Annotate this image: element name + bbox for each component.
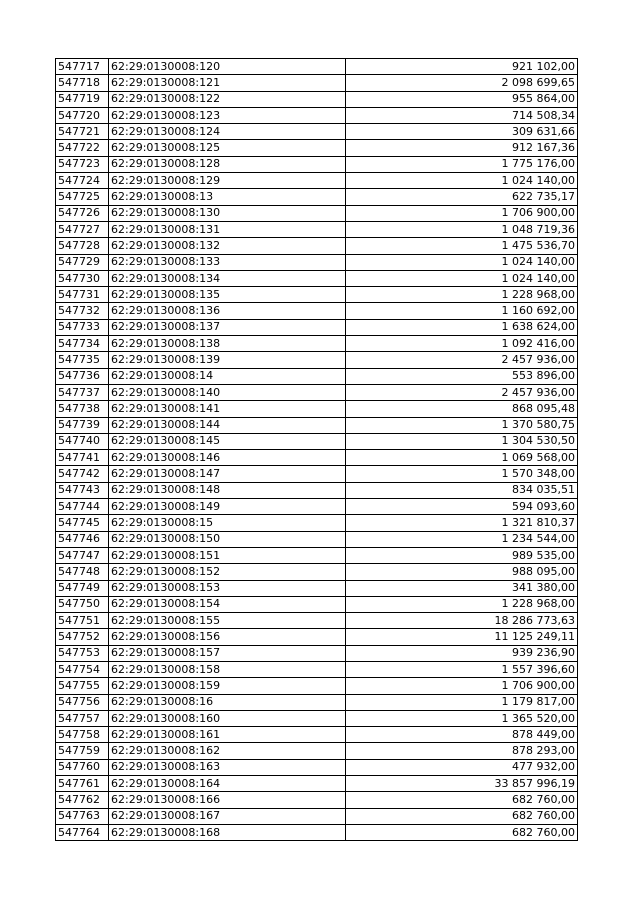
cadastral-value-cell: 1 365 520,00 [346, 710, 578, 726]
table-row [56, 287, 578, 303]
table-row [56, 678, 578, 694]
row-number-cell: 547745 [56, 515, 109, 531]
cadastral-number-cell: 62:29:0130008:120 [109, 59, 346, 75]
row-number-cell: 547748 [56, 564, 109, 580]
table-row [56, 499, 578, 515]
row-number-cell: 547737 [56, 384, 109, 400]
cadastral-number-cell: 62:29:0130008:148 [109, 482, 346, 498]
row-number-cell: 547757 [56, 710, 109, 726]
cadastral-value-cell: 1 557 396,60 [346, 661, 578, 677]
cadastral-number-cell: 62:29:0130008:166 [109, 792, 346, 808]
cadastral-value-cell: 1 475 536,70 [346, 238, 578, 254]
cadastral-number-cell: 62:29:0130008:164 [109, 776, 346, 792]
table-row [56, 205, 578, 221]
row-number-cell: 547742 [56, 466, 109, 482]
cadastral-value-cell: 878 449,00 [346, 727, 578, 743]
row-number-cell: 547717 [56, 59, 109, 75]
table-row [56, 645, 578, 661]
row-number-cell: 547722 [56, 140, 109, 156]
row-number-cell: 547749 [56, 580, 109, 596]
cadastral-value-cell: 1 775 176,00 [346, 156, 578, 172]
row-number-cell: 547751 [56, 613, 109, 629]
cadastral-number-cell: 62:29:0130008:158 [109, 661, 346, 677]
cadastral-value-cell: 1 024 140,00 [346, 254, 578, 270]
cadastral-value-cell: 1 048 719,36 [346, 221, 578, 237]
table-row [56, 270, 578, 286]
row-number-cell: 547747 [56, 547, 109, 563]
table-row [56, 59, 578, 75]
cadastral-value-cell: 989 535,00 [346, 547, 578, 563]
cadastral-number-cell: 62:29:0130008:145 [109, 433, 346, 449]
cadastral-value-cell: 682 760,00 [346, 808, 578, 824]
row-number-cell: 547725 [56, 189, 109, 205]
table-row [56, 564, 578, 580]
cadastral-value-cell: 714 508,34 [346, 107, 578, 123]
table-row [56, 336, 578, 352]
table-row [56, 466, 578, 482]
row-number-cell: 547733 [56, 319, 109, 335]
table-row [56, 629, 578, 645]
cadastral-value-cell: 939 236,90 [346, 645, 578, 661]
row-number-cell: 547738 [56, 401, 109, 417]
cadastral-value-cell: 11 125 249,11 [346, 629, 578, 645]
cadastral-value-cell: 594 093,60 [346, 499, 578, 515]
cadastral-number-cell: 62:29:0130008:137 [109, 319, 346, 335]
cadastral-number-cell: 62:29:0130008:154 [109, 596, 346, 612]
row-number-cell: 547753 [56, 645, 109, 661]
row-number-cell: 547734 [56, 336, 109, 352]
row-number-cell: 547730 [56, 270, 109, 286]
row-number-cell: 547736 [56, 368, 109, 384]
table-row [56, 75, 578, 91]
cadastral-number-cell: 62:29:0130008:129 [109, 173, 346, 189]
cadastral-value-cell: 682 760,00 [346, 792, 578, 808]
cadastral-value-cell: 341 380,00 [346, 580, 578, 596]
row-number-cell: 547731 [56, 287, 109, 303]
table-row [56, 368, 578, 384]
row-number-cell: 547732 [56, 303, 109, 319]
row-number-cell: 547750 [56, 596, 109, 612]
cadastral-value-cell: 1 092 416,00 [346, 336, 578, 352]
cadastral-value-cell: 477 932,00 [346, 759, 578, 775]
cadastral-number-cell: 62:29:0130008:16 [109, 694, 346, 710]
row-number-cell: 547728 [56, 238, 109, 254]
cadastral-number-cell: 62:29:0130008:157 [109, 645, 346, 661]
row-number-cell: 547755 [56, 678, 109, 694]
table-row [56, 156, 578, 172]
cadastral-value-cell: 1 234 544,00 [346, 531, 578, 547]
table-row [56, 124, 578, 140]
cadastral-value-cell: 682 760,00 [346, 824, 578, 840]
cadastral-value-cell: 921 102,00 [346, 59, 578, 75]
cadastral-number-cell: 62:29:0130008:147 [109, 466, 346, 482]
row-number-cell: 547754 [56, 661, 109, 677]
cadastral-number-cell: 62:29:0130008:167 [109, 808, 346, 824]
cadastral-value-cell: 2 457 936,00 [346, 352, 578, 368]
table-row [56, 189, 578, 205]
row-number-cell: 547746 [56, 531, 109, 547]
cadastral-number-cell: 62:29:0130008:162 [109, 743, 346, 759]
cadastral-number-cell: 62:29:0130008:122 [109, 91, 346, 107]
row-number-cell: 547764 [56, 824, 109, 840]
cadastral-number-cell: 62:29:0130008:123 [109, 107, 346, 123]
cadastral-value-table [55, 58, 578, 841]
table-row [56, 319, 578, 335]
cadastral-number-cell: 62:29:0130008:168 [109, 824, 346, 840]
cadastral-number-cell: 62:29:0130008:161 [109, 727, 346, 743]
row-number-cell: 547723 [56, 156, 109, 172]
table-row [56, 482, 578, 498]
table-row [56, 580, 578, 596]
row-number-cell: 547735 [56, 352, 109, 368]
cadastral-value-cell: 1 024 140,00 [346, 173, 578, 189]
table-row [56, 221, 578, 237]
table-row [56, 450, 578, 466]
table-row [56, 743, 578, 759]
row-number-cell: 547721 [56, 124, 109, 140]
cadastral-value-cell: 2 098 699,65 [346, 75, 578, 91]
cadastral-number-cell: 62:29:0130008:130 [109, 205, 346, 221]
cadastral-number-cell: 62:29:0130008:125 [109, 140, 346, 156]
cadastral-value-cell: 1 638 624,00 [346, 319, 578, 335]
table-row [56, 613, 578, 629]
table-row [56, 547, 578, 563]
cadastral-number-cell: 62:29:0130008:149 [109, 499, 346, 515]
row-number-cell: 547743 [56, 482, 109, 498]
cadastral-number-cell: 62:29:0130008:150 [109, 531, 346, 547]
table-body [56, 59, 578, 841]
table-row [56, 91, 578, 107]
table-row [56, 254, 578, 270]
row-number-cell: 547724 [56, 173, 109, 189]
cadastral-number-cell: 62:29:0130008:159 [109, 678, 346, 694]
cadastral-value-cell: 1 706 900,00 [346, 205, 578, 221]
cadastral-value-cell: 878 293,00 [346, 743, 578, 759]
cadastral-number-cell: 62:29:0130008:139 [109, 352, 346, 368]
table-row [56, 515, 578, 531]
cadastral-value-cell: 1 228 968,00 [346, 287, 578, 303]
table-row [56, 107, 578, 123]
table-row [56, 417, 578, 433]
row-number-cell: 547760 [56, 759, 109, 775]
cadastral-value-cell: 1 024 140,00 [346, 270, 578, 286]
table-row [56, 776, 578, 792]
cadastral-number-cell: 62:29:0130008:15 [109, 515, 346, 531]
cadastral-value-cell: 834 035,51 [346, 482, 578, 498]
cadastral-number-cell: 62:29:0130008:136 [109, 303, 346, 319]
table-row [56, 792, 578, 808]
cadastral-number-cell: 62:29:0130008:121 [109, 75, 346, 91]
cadastral-value-cell: 553 896,00 [346, 368, 578, 384]
cadastral-value-cell: 18 286 773,63 [346, 613, 578, 629]
cadastral-number-cell: 62:29:0130008:128 [109, 156, 346, 172]
table-row [56, 303, 578, 319]
cadastral-number-cell: 62:29:0130008:160 [109, 710, 346, 726]
cadastral-number-cell: 62:29:0130008:144 [109, 417, 346, 433]
cadastral-number-cell: 62:29:0130008:134 [109, 270, 346, 286]
cadastral-number-cell: 62:29:0130008:163 [109, 759, 346, 775]
cadastral-number-cell: 62:29:0130008:132 [109, 238, 346, 254]
row-number-cell: 547726 [56, 205, 109, 221]
cadastral-value-cell: 1 228 968,00 [346, 596, 578, 612]
row-number-cell: 547758 [56, 727, 109, 743]
cadastral-number-cell: 62:29:0130008:152 [109, 564, 346, 580]
row-number-cell: 547720 [56, 107, 109, 123]
table-row [56, 401, 578, 417]
table-row [56, 531, 578, 547]
row-number-cell: 547741 [56, 450, 109, 466]
cadastral-value-cell: 1 706 900,00 [346, 678, 578, 694]
cadastral-value-cell: 1 570 348,00 [346, 466, 578, 482]
table-row [56, 727, 578, 743]
cadastral-number-cell: 62:29:0130008:146 [109, 450, 346, 466]
table-row [56, 140, 578, 156]
table-row [56, 384, 578, 400]
cadastral-value-cell: 1 160 692,00 [346, 303, 578, 319]
cadastral-number-cell: 62:29:0130008:138 [109, 336, 346, 352]
cadastral-value-cell: 912 167,36 [346, 140, 578, 156]
cadastral-number-cell: 62:29:0130008:141 [109, 401, 346, 417]
cadastral-number-cell: 62:29:0130008:155 [109, 613, 346, 629]
cadastral-number-cell: 62:29:0130008:13 [109, 189, 346, 205]
cadastral-value-cell: 622 735,17 [346, 189, 578, 205]
cadastral-value-cell: 33 857 996,19 [346, 776, 578, 792]
table-row [56, 661, 578, 677]
table-row [56, 433, 578, 449]
cadastral-number-cell: 62:29:0130008:151 [109, 547, 346, 563]
row-number-cell: 547744 [56, 499, 109, 515]
cadastral-number-cell: 62:29:0130008:124 [109, 124, 346, 140]
cadastral-value-cell: 1 370 580,75 [346, 417, 578, 433]
cadastral-value-cell: 2 457 936,00 [346, 384, 578, 400]
cadastral-number-cell: 62:29:0130008:133 [109, 254, 346, 270]
table-row [56, 759, 578, 775]
row-number-cell: 547740 [56, 433, 109, 449]
row-number-cell: 547763 [56, 808, 109, 824]
table-row [56, 352, 578, 368]
table-row [56, 824, 578, 840]
cadastral-number-cell: 62:29:0130008:135 [109, 287, 346, 303]
row-number-cell: 547739 [56, 417, 109, 433]
cadastral-number-cell: 62:29:0130008:156 [109, 629, 346, 645]
row-number-cell: 547756 [56, 694, 109, 710]
cadastral-number-cell: 62:29:0130008:14 [109, 368, 346, 384]
table-row [56, 596, 578, 612]
row-number-cell: 547718 [56, 75, 109, 91]
table-row [56, 710, 578, 726]
row-number-cell: 547727 [56, 221, 109, 237]
cadastral-value-cell: 1 069 568,00 [346, 450, 578, 466]
cadastral-number-cell: 62:29:0130008:153 [109, 580, 346, 596]
cadastral-number-cell: 62:29:0130008:131 [109, 221, 346, 237]
table-row [56, 173, 578, 189]
cadastral-value-cell: 309 631,66 [346, 124, 578, 140]
table-row [56, 694, 578, 710]
table-row [56, 808, 578, 824]
row-number-cell: 547759 [56, 743, 109, 759]
row-number-cell: 547762 [56, 792, 109, 808]
table-row [56, 238, 578, 254]
row-number-cell: 547761 [56, 776, 109, 792]
row-number-cell: 547719 [56, 91, 109, 107]
cadastral-value-cell: 988 095,00 [346, 564, 578, 580]
cadastral-value-cell: 1 304 530,50 [346, 433, 578, 449]
row-number-cell: 547729 [56, 254, 109, 270]
cadastral-number-cell: 62:29:0130008:140 [109, 384, 346, 400]
cadastral-value-cell: 868 095,48 [346, 401, 578, 417]
cadastral-value-cell: 1 179 817,00 [346, 694, 578, 710]
cadastral-value-cell: 955 864,00 [346, 91, 578, 107]
cadastral-value-cell: 1 321 810,37 [346, 515, 578, 531]
row-number-cell: 547752 [56, 629, 109, 645]
